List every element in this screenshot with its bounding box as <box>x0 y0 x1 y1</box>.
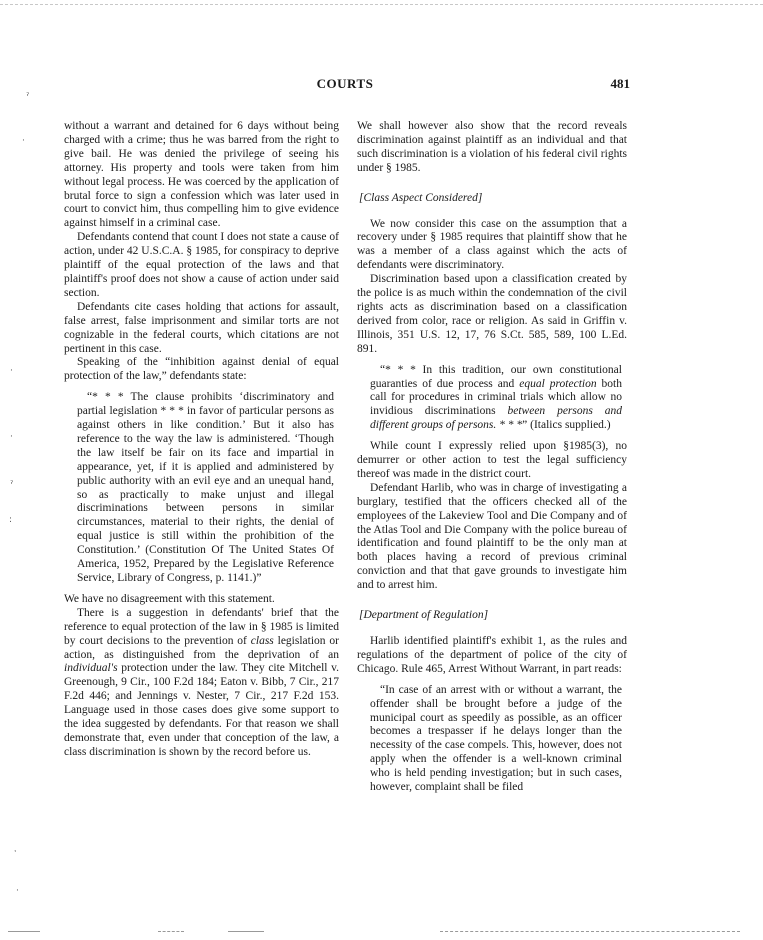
text-run: legislation or action, as distinguished from the deprivation of an <box>64 634 339 661</box>
paragraph: Defendant Harlib, who was in charge of investigating a burglary, testified that the officers checked all of the employees of the Lakeview Tool and Die Company and of the Atlas Tool and Die Company with the police bureau of identification and found plaintiff to be the only man at both places having a record of previous criminal conviction and that that gave grounds to investigate him and to arrest him. <box>357 481 627 592</box>
scan-bottom-mark <box>158 931 184 932</box>
running-head: COURTS <box>316 76 374 91</box>
scan-top-edge <box>0 4 763 5</box>
text-run: There is a suggestion in defendants' brief that the reference to equal protection of the law in § 1985 is limited by court decisions to the prevention of <box>64 606 339 647</box>
section-heading: [Class Aspect Considered] <box>359 191 483 204</box>
block-quote <box>370 684 622 795</box>
text-run: protection under the law. They cite Mitchell v. Greenough, 9 Cir., 100 F.2d 184; Eaton v. Bibb, 7 Cir., 217 F.2d 446; and Jennings v. Nester, 7 Cir., 217 F.2d 153. Language used in those cases does give some support to the idea suggested by defendants. For that reason we shall demonstrate that, even under that conception of the law, a class discrimination is shown by the record before us. <box>64 662 339 758</box>
paragraph: Harlib identified plaintiff's exhibit 1, as the rules and regulations of the department of police of the city of Chicago. Rule 465, Arrest Without Warrant, in part reads: <box>357 635 627 675</box>
paragraph: Defendants cite cases holding that actions for assault, false arrest, false imprisonment and similar torts are not cognizable in the federal courts, which citations are not pertinent in this case. <box>64 300 339 355</box>
text-run: “* * * In this tradition, our own constitutional guaranties of due process and <box>370 363 622 390</box>
paragraph: Defendants contend that count I does not state a cause of action, under 42 U.S.C.A. § 1985, for conspiracy to deprive plaintiff of the equal protection of the laws and that plaintiff's proof does not show a cause of action under said section. <box>64 231 339 299</box>
emphasis: between persons and different groups of persons. * * * <box>370 405 622 432</box>
quote-text <box>370 364 622 434</box>
scan-bottom-mark <box>8 931 40 932</box>
paragraph: While count I expressly relied upon §1985(3), no demurrer or other action to test the legal sufficiency thereof was made in the district court. <box>357 440 627 480</box>
right-column <box>357 120 627 802</box>
quote-text: “In case of an arrest with or without a warrant, the offender shall be brought before a judge of the municipal court as speedily as possible, as an officer becomes a trespasser if he delays longer than the necessity of the case compels. This, however, does not apply when the offender is a well-known criminal who is held pending investigation; but in such cases, however, complaint shall be filed <box>370 683 622 794</box>
block-quote <box>77 391 334 586</box>
emphasis: equal protection <box>519 377 597 390</box>
left-column <box>64 120 339 760</box>
paragraph: without a warrant and detained for 6 days without being charged with a crime; thus he was barred from the right to give bail. He was denied the privilege of seeing his attorney. His property and tools were taken from him without legal process. He was coerced by the application of brutal force to sign a confession which was later used in court to convict him, thus compelling him to give evidence against himself in a criminal case. <box>64 120 339 230</box>
paragraph: We shall however also show that the record reveals discrimination against plaintiff as an individual and that such discrimination is a violation of his federal civil rights under § 1985. <box>357 120 627 174</box>
block-quote <box>370 364 622 434</box>
quote-text: “* * * The clause prohibits ‘discriminatory and partial legislation * * * in favor of particular persons as against others in like condition.’ But it also has reference to the way the law is administered. ‘Though the law itself be fair on its face and impartial in appearance, yet, if it is applied and administered by public authority with an evil eye and an unequal hand, so as practically to make unjust and illegal discriminations between persons in similar circumstances, material to their rights, the denial of equal justice is still within the prohibition of the Constitution.’ (Constitution Of The United States Of America, 1952, Prepared by the Legislative Reference Service, Library of Congress, p. 1141.)” <box>77 391 334 584</box>
emphasis: class <box>250 634 274 647</box>
section-heading: [Department of Regulation] <box>359 609 489 622</box>
page-header <box>60 76 630 96</box>
paragraph: Discrimination based upon a classification created by the police is as much within the condemnation of the civil rights acts as discrimination based on a classification derived from color, race or religion. As said in Griffin v. Illinois, 351 U.S. 12, 17, 76 S.Ct. 585, 589, 100 L.Ed. 891. <box>357 273 627 355</box>
scan-bottom-mark <box>228 931 264 932</box>
text-run: both call for procedures in criminal trials which allow no invidious discriminations <box>370 377 622 418</box>
paragraph: Speaking of the “inhibition against denial of equal protection of the law,” defendants state: <box>64 356 339 383</box>
paragraph <box>64 607 339 760</box>
emphasis: individual's <box>64 662 118 675</box>
paragraph: We now consider this case on the assumption that a recovery under § 1985 requires that plaintiff show that he was a member of a class against which the acts of defendants were discriminatory. <box>357 217 627 272</box>
page-number: 481 <box>610 76 630 91</box>
text-run: ” (Italics supplied.) <box>522 419 611 432</box>
scan-bottom-mark <box>440 931 740 932</box>
paragraph: We have no disagreement with this statement. <box>64 592 275 605</box>
